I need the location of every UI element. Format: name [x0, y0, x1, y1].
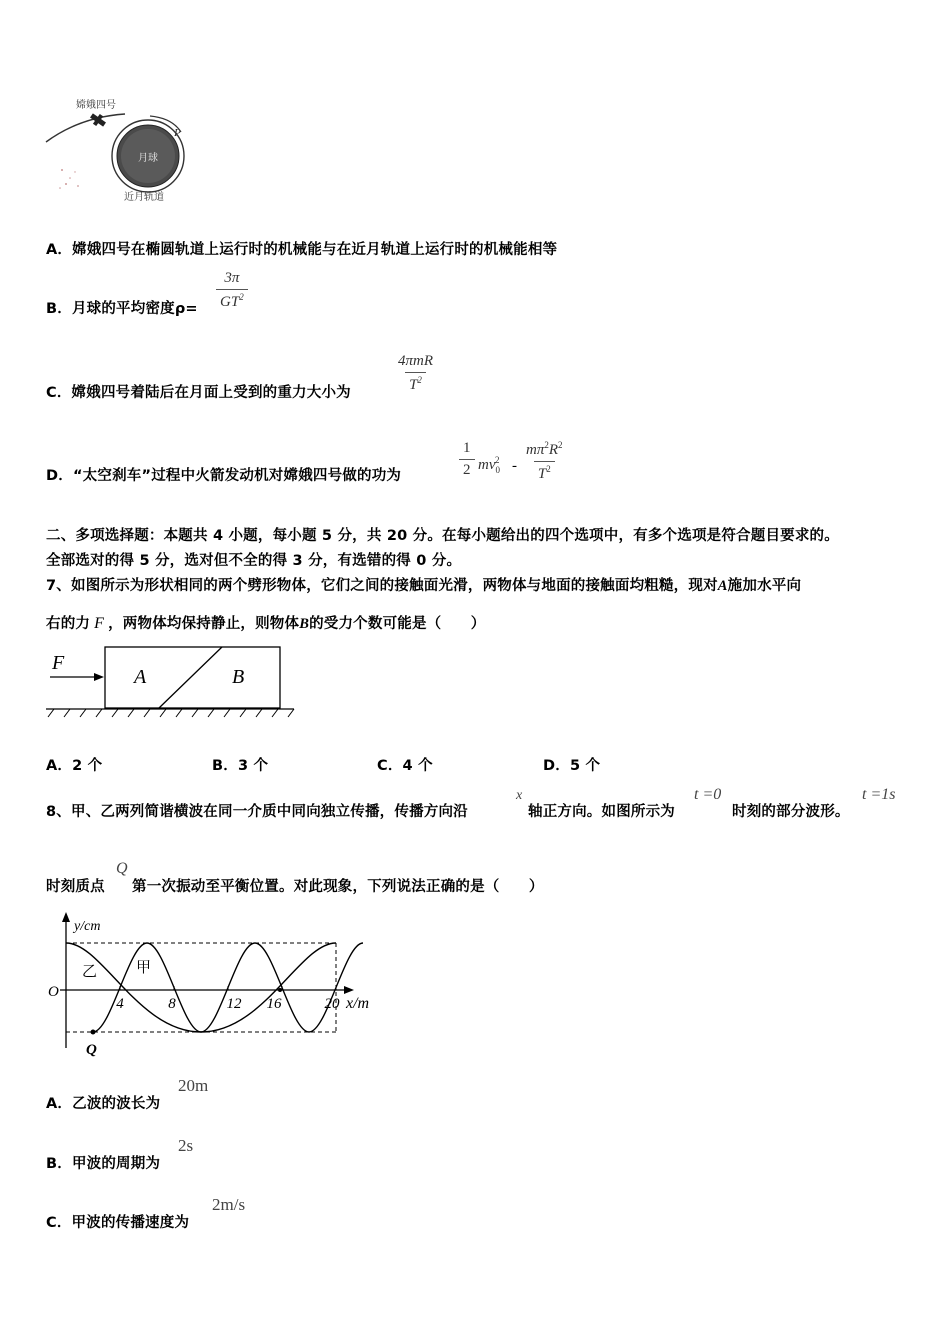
q7-option-d[interactable]: D．5 个 — [543, 758, 601, 774]
point-q-dot — [91, 1030, 96, 1035]
chang-e-orbit-figure — [40, 92, 200, 207]
tick-8: 8 — [168, 996, 176, 1012]
probe-label: 嫦娥四号 — [76, 100, 116, 111]
q7-option-c[interactable]: C．4 个 — [377, 758, 433, 774]
q8-option-b[interactable]: B．甲波的周期为 — [46, 1156, 161, 1172]
noise-dots — [59, 169, 79, 189]
q8-stem-line2b: 第一次振动至平衡位置。对此现象，下列说法正确的是（ ） — [132, 879, 544, 895]
tick-12: 12 — [226, 996, 242, 1012]
block-a-label: A — [134, 666, 147, 688]
contact-surface — [159, 647, 222, 708]
wedge-blocks-figure — [44, 645, 299, 720]
section-2-rules: 全部选对的得 5 分，选对但不全的得 3 分，有选错的得 0 分。 — [46, 553, 462, 569]
q8-stem-line1: 8、甲、乙两列简谐横波在同一介质中同向独立传播，传播方向沿 — [46, 804, 468, 820]
wave-figure — [40, 910, 390, 1060]
q6-option-c[interactable]: C．嫦娥四号着陆后在月面上受到的重力大小为 — [46, 385, 351, 401]
density-formula: $\frac{3\pi}{GT^2}$ — [216, 270, 248, 311]
section-2-heading: 二、多项选择题：本题共 4 小题，每小题 5 分，共 20 分。在每小题给出的四个选项中，有多个选项是符合题目要求的。 — [46, 528, 839, 544]
tick-16: 16 — [266, 996, 282, 1012]
point-q-symbol: Q — [116, 860, 128, 877]
kinetic-term: $mv_0^2$ — [478, 455, 500, 475]
moon-label: 月球 — [138, 153, 158, 164]
elliptical-orbit — [46, 114, 125, 142]
ground-hatching — [48, 709, 294, 717]
y-axis-label: y/cm — [74, 919, 101, 934]
t-one: t =1s — [862, 786, 896, 803]
force-label: F — [52, 652, 65, 674]
combined-block — [105, 647, 280, 708]
tick-20: 20 — [324, 996, 340, 1012]
q8-stem-line1c: 时刻的部分波形。 — [732, 804, 850, 820]
point-p-label: P — [174, 127, 181, 139]
origin-label: O — [48, 984, 59, 1000]
q6-option-a[interactable]: A．嫦娥四号在椭圆轨道上运行时的机械能与在近月轨道上运行时的机械能相等 — [46, 242, 558, 258]
potential-formula: $\frac{m\pi^2R^2}{T^2}$ — [526, 440, 563, 482]
q7-option-a[interactable]: A．2 个 — [46, 758, 103, 774]
q7-stem-line1: 7、如图所示为形状相同的两个劈形物体，它们之间的接触面光滑，两物体与地面的接触面均粗糙，现对A施加水平向 — [46, 578, 802, 594]
orbit-label: 近月轨道 — [124, 192, 164, 203]
label-yi: 乙 — [82, 962, 98, 980]
label-q: Q — [86, 1042, 97, 1058]
wave-jia — [93, 943, 363, 1032]
t-zero: t =0 — [694, 786, 722, 803]
wavelength-value: 20m — [178, 1076, 209, 1095]
speed-value: 2m/s — [212, 1195, 246, 1214]
q7-option-b[interactable]: B．3 个 — [212, 758, 269, 774]
x-axis-label: x/m — [346, 995, 370, 1012]
tick-4: 4 — [116, 996, 124, 1012]
q6-option-d[interactable]: D．“太空刹车”过程中火箭发动机对嫦娥四号做的功为 — [46, 468, 402, 484]
half-fraction: $\frac{1}{2}$ — [459, 440, 475, 479]
gravity-formula: 4πmR $T^2$ — [398, 353, 434, 393]
block-b-label: B — [232, 666, 245, 688]
minus-sign: - — [512, 458, 517, 474]
q8-stem-line1b: 轴正方向。如图所示为 — [528, 804, 675, 820]
q8-option-c[interactable]: C．甲波的传播速度为 — [46, 1215, 190, 1231]
q6-option-b[interactable]: B．月球的平均密度ρ= — [46, 301, 198, 317]
q8-option-a[interactable]: A．乙波的波长为 — [46, 1096, 161, 1112]
q7-stem-line2: 右的力 F ，两物体均保持静止，则物体B的受力个数可能是（ ） — [46, 615, 486, 632]
period-value: 2s — [178, 1136, 194, 1155]
x-axis-symbol: x — [516, 788, 523, 803]
label-jia: 甲 — [136, 958, 152, 976]
q8-stem-line2: 时刻质点 — [46, 879, 105, 895]
